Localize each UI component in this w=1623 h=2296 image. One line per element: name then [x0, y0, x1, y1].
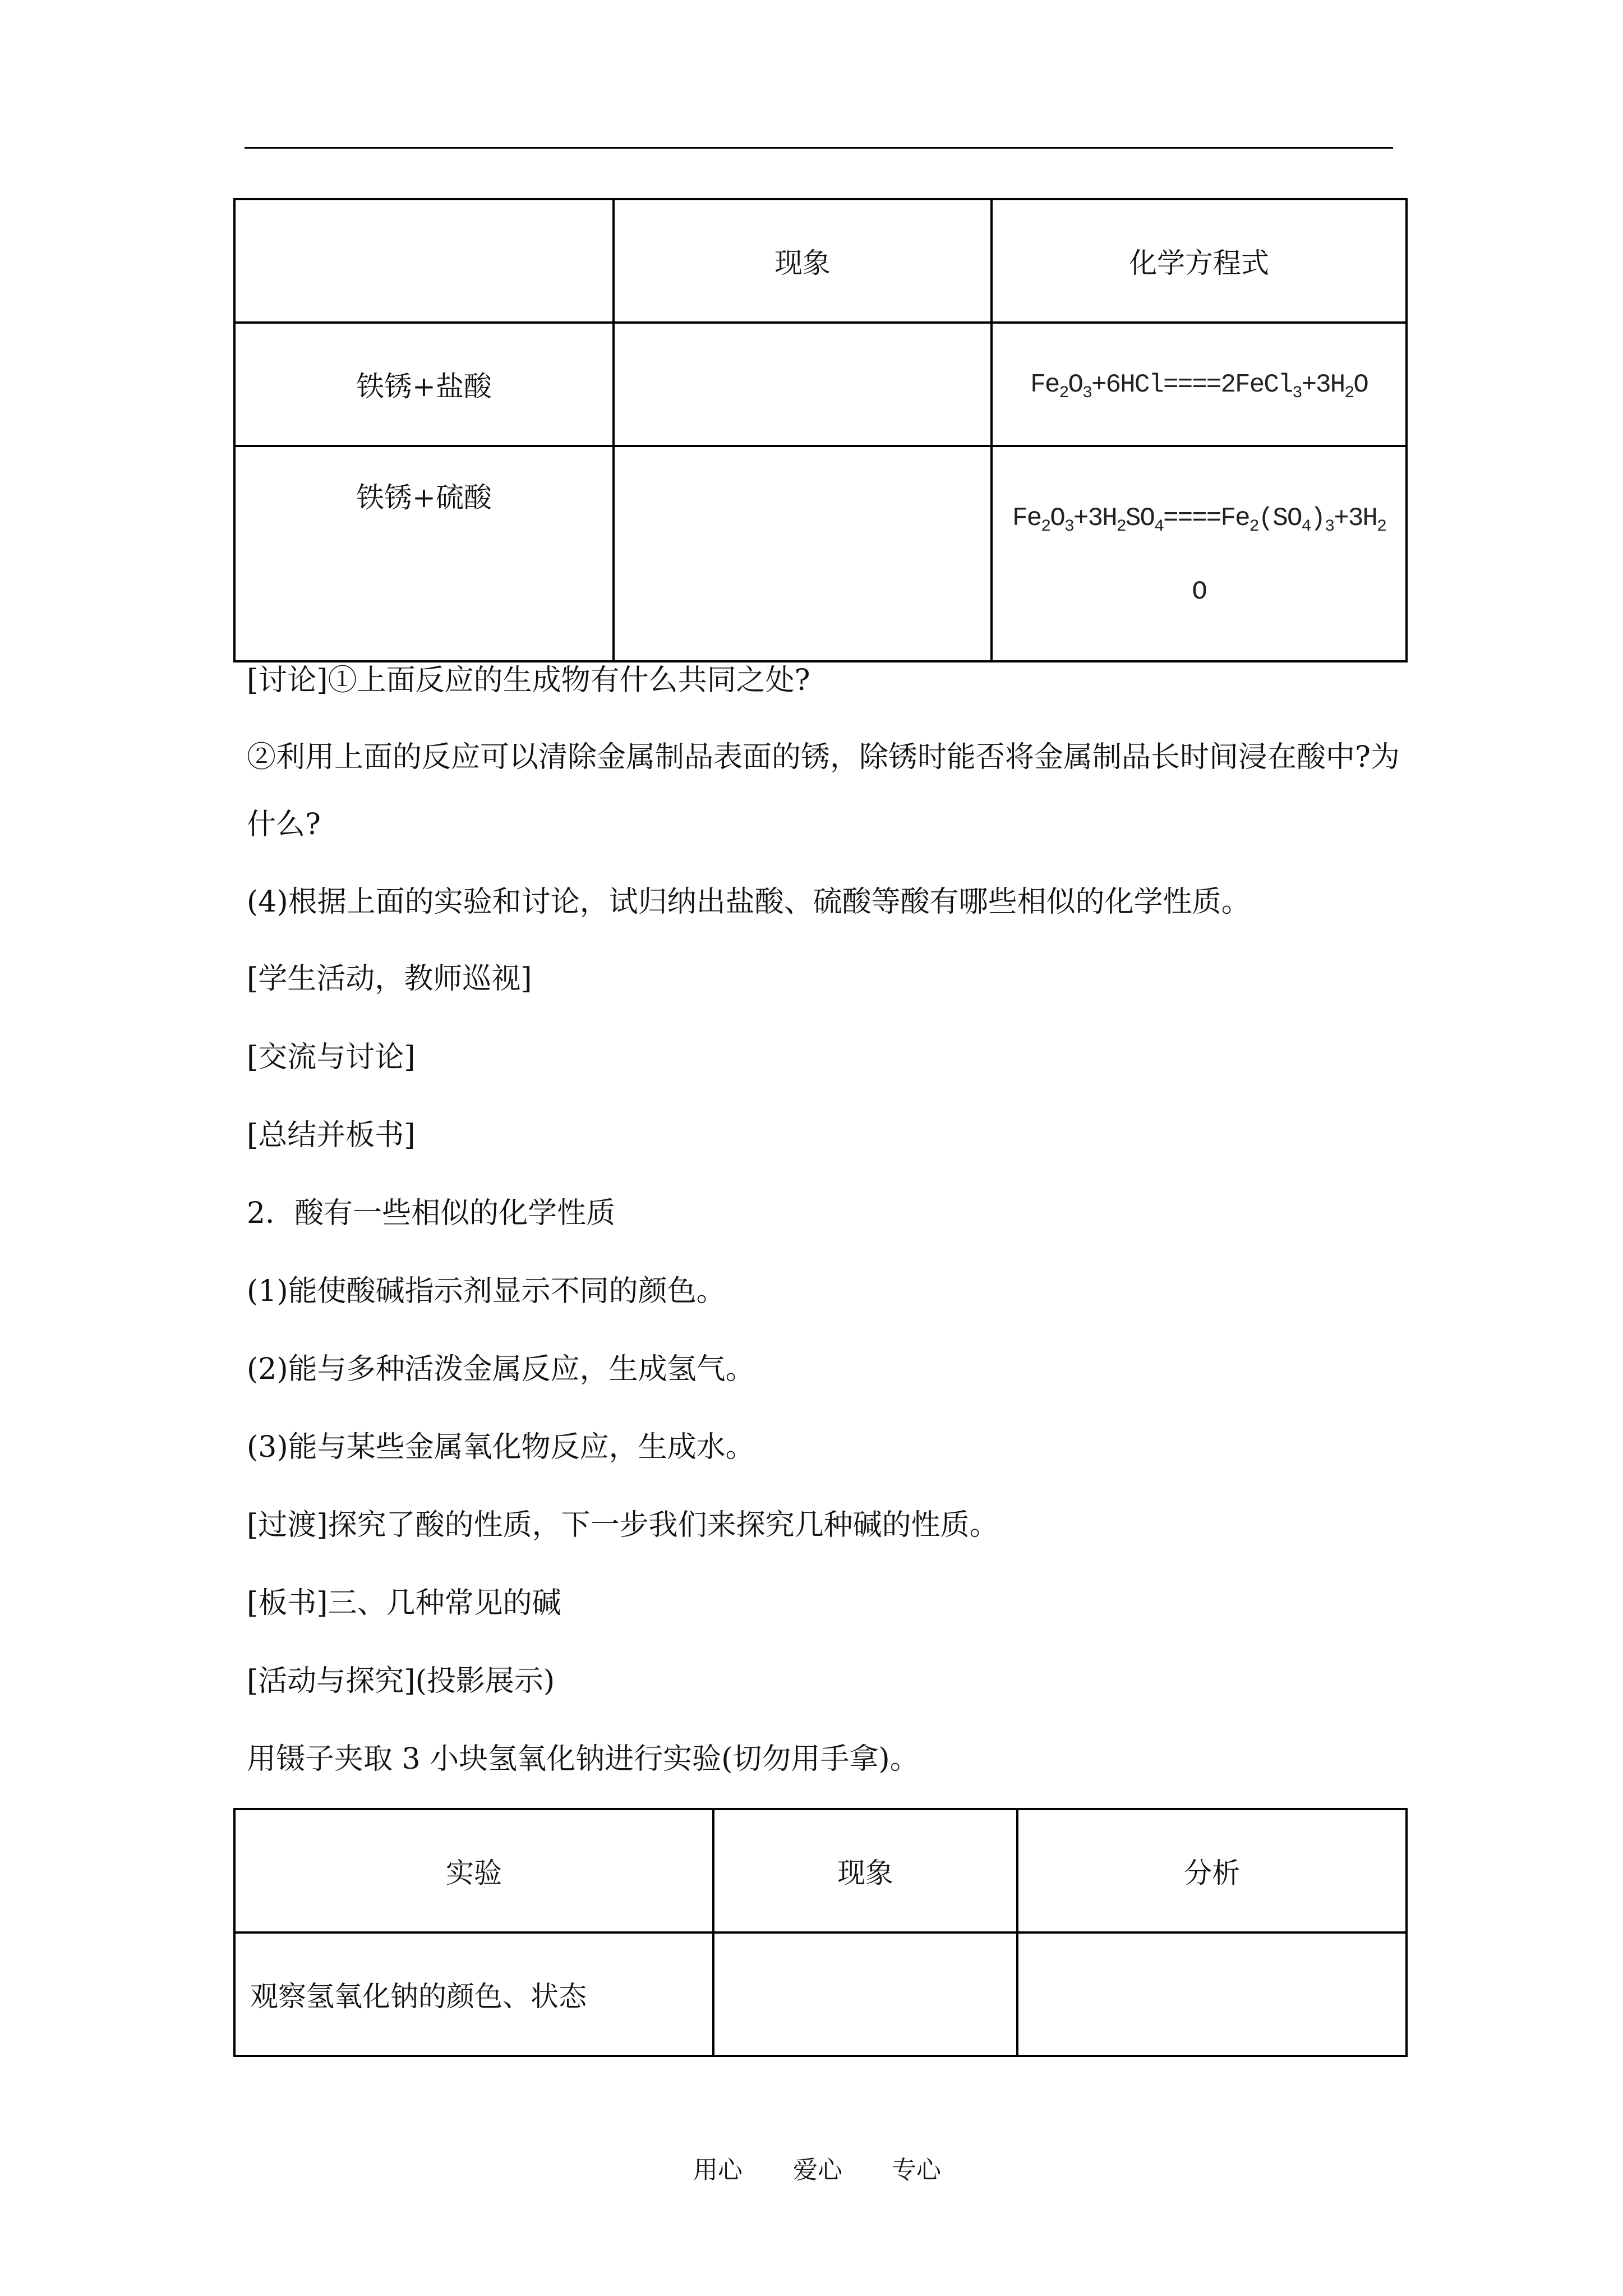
- analysis-cell: [1017, 1932, 1407, 2056]
- header-cell-phenomenon: 现象: [713, 1809, 1017, 1932]
- paragraph-line: (4)根据上面的实验和讨论，试归纳出盐酸、硫酸等酸有哪些相似的化学性质。: [247, 885, 1251, 919]
- equation-cell: [992, 323, 1407, 446]
- paragraph-line: [学生活动，教师巡视]: [247, 962, 532, 996]
- footer-text: 用心: [693, 2156, 743, 2184]
- reaction-table: [233, 198, 1408, 662]
- experiment-table: [233, 1808, 1408, 2057]
- paragraph-line: 用镊子夹取 3 小块氢氧化钠进行实验(切勿用手拿)。: [247, 1742, 919, 1776]
- paragraph-line: [交流与讨论]: [247, 1041, 416, 1074]
- paragraph-line: [过渡]探究了酸的性质，下一步我们来探究几种碱的性质。: [247, 1508, 999, 1542]
- list-item: (3)能与某些金属氧化物反应，生成水。: [247, 1430, 755, 1464]
- equation-text: $Fe_2O_3+3H_2SO_4====Fe_2(SO_4)_3+3H_2$ O: [1012, 504, 1386, 606]
- phenomenon-cell: [614, 323, 992, 446]
- table-row: [234, 446, 1407, 661]
- table-header-row: [234, 1809, 1407, 1932]
- table-row: [234, 1932, 1407, 2056]
- paragraph-line: 什么?: [247, 808, 321, 841]
- header-cell-equation: 化学方程式: [992, 199, 1407, 323]
- paragraph-line: ②利用上面的反应可以清除金属制品表面的锈，除锈时能否将金属制品长时间浸在酸中?为: [247, 740, 1400, 774]
- equation-cell: [992, 446, 1407, 661]
- header-rule: [245, 147, 1393, 149]
- reagent-cell: 铁锈+硫酸: [234, 446, 614, 661]
- paragraph-line: [总结并板书]: [247, 1119, 416, 1152]
- paragraph-line: [活动与探究](投影展示): [247, 1664, 555, 1698]
- list-item: (1)能使酸碱指示剂显示不同的颜色。: [247, 1274, 726, 1308]
- paragraph-line: [板书]三、几种常见的碱: [247, 1586, 561, 1620]
- header-cell-analysis: 分析: [1017, 1809, 1407, 1932]
- reagent-cell: 铁锈+盐酸: [234, 323, 614, 446]
- header-cell-experiment: 实验: [234, 1809, 713, 1932]
- header-cell-empty: [234, 199, 614, 323]
- table-header-row: [234, 199, 1407, 323]
- phenomenon-cell: [614, 446, 992, 661]
- phenomenon-cell: [713, 1932, 1017, 2056]
- page-footer: [0, 2150, 1623, 2183]
- list-item: (2)能与多种活泼金属反应，生成氢气。: [247, 1352, 755, 1386]
- table-row: [234, 323, 1407, 446]
- experiment-cell: 观察氢氧化钠的颜色、状态: [234, 1932, 713, 2056]
- equation-text: $Fe_2O_3+6HCl====2FeCl_3+3H_2O$: [1030, 370, 1368, 403]
- header-cell-phenomenon: 现象: [614, 199, 992, 323]
- discussion-line: [讨论]①上面反应的生成物有什么共同之处?: [247, 664, 810, 697]
- section-heading: 2．酸有一些相似的化学性质: [247, 1197, 616, 1230]
- footer-text: 专心: [892, 2156, 941, 2184]
- footer-text: 爱心: [793, 2156, 842, 2184]
